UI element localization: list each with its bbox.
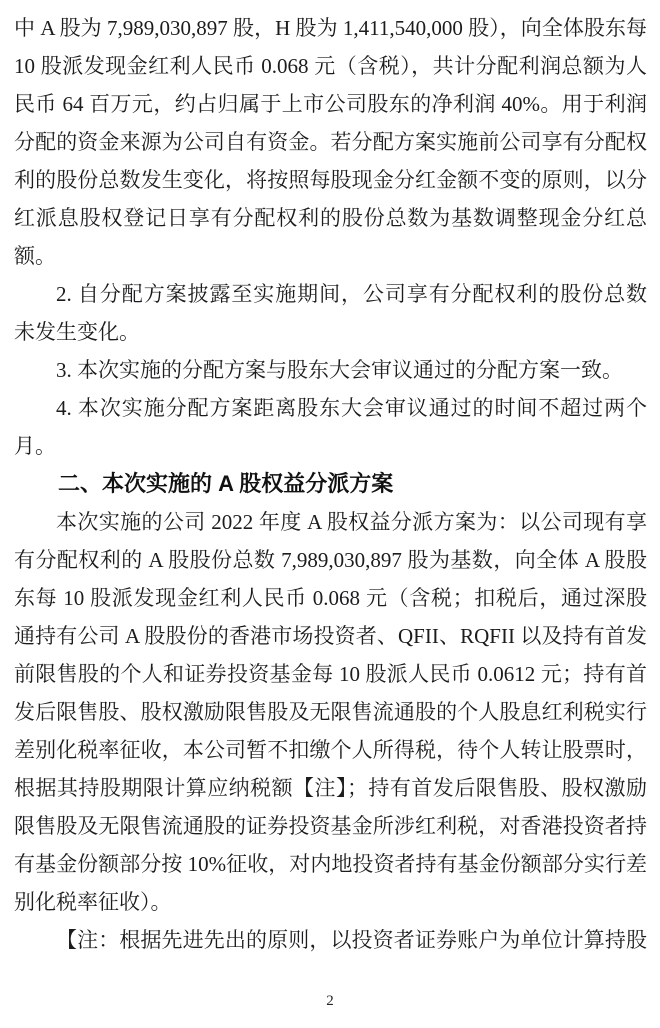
text-line: 民币 64 百万元，约占归属于上市公司股东的净利润 40%。用于利润 [14,92,647,116]
text-line: 中 A 股为 7,989,030,897 股，H 股为 1,411,540,000 股），向全体股东每 [14,16,647,40]
text-line: 2. 自分配方案披露至实施期间，公司享有分配权利的股份总数 [56,282,647,306]
document-body [14,9,647,959]
paragraph [14,9,647,275]
text-line: 差别化税率征收，本公司暂不扣缴个人所得税，待个人转让股票时， [14,738,647,762]
text-line: 发后限售股、股权激励限售股及无限售流通股的个人股息红利税实行 [14,700,647,724]
text-line: 限售股及无限售流通股的证券投资基金所涉红利税，对香港投资者持 [14,814,647,838]
text-line: 未发生变化。 [14,320,140,344]
text-line: 3. 本次实施的分配方案与股东大会审议通过的分配方案一致。 [56,358,623,382]
text-line: 别化税率征收）。 [14,890,172,914]
text-line: 额。 [14,244,56,268]
text-line: 有分配权利的 A 股股份总数 7,989,030,897 股为基数，向全体 A 股股 [14,548,647,572]
paragraph [14,503,647,921]
text-line: 通持有公司 A 股股份的香港市场投资者、QFII、RQFII 以及持有首发 [14,624,647,648]
section-heading [14,465,647,503]
text-line: 东每 10 股派发现金红利人民币 0.068 元（含税；扣税后，通过深股 [14,586,647,610]
text-line: 本次实施的公司 2022 年度 A 股权益分派方案为：以公司现有享 [56,510,647,534]
text-line: 红派息股权登记日享有分配权利的股份总数为基数调整现金分红总 [14,206,647,230]
text-line: 4. 本次实施分配方案距离股东大会审议通过的时间不超过两个 [56,396,647,420]
text-line: 月。 [14,434,56,458]
paragraph [14,351,647,389]
text-line: 二、本次实施的 A 股权益分派方案 [58,471,394,496]
text-line: 有基金份额部分按 10%征收，对内地投资者持有基金份额部分实行差 [14,852,647,876]
text-line: 分配的资金来源为公司自有资金。若分配方案实施前公司享有分配权 [14,130,647,154]
text-line: 根据其持股期限计算应纳税额【注】；持有首发后限售股、股权激励 [14,776,647,800]
paragraph [14,921,647,959]
text-line: 利的股份总数发生变化，将按照每股现金分红金额不变的原则，以分 [14,168,647,192]
paragraph [14,275,647,351]
text-line: 10 股派发现金红利人民币 0.068 元（含税），共计分配利润总额为人 [14,54,647,78]
page-number: 2 [326,993,334,1009]
paragraph [14,389,647,465]
text-line: 前限售股的个人和证券投资基金每 10 股派人民币 0.0612 元；持有首 [14,662,647,686]
text-line: 【注：根据先进先出的原则，以投资者证券账户为单位计算持股 [56,928,647,952]
